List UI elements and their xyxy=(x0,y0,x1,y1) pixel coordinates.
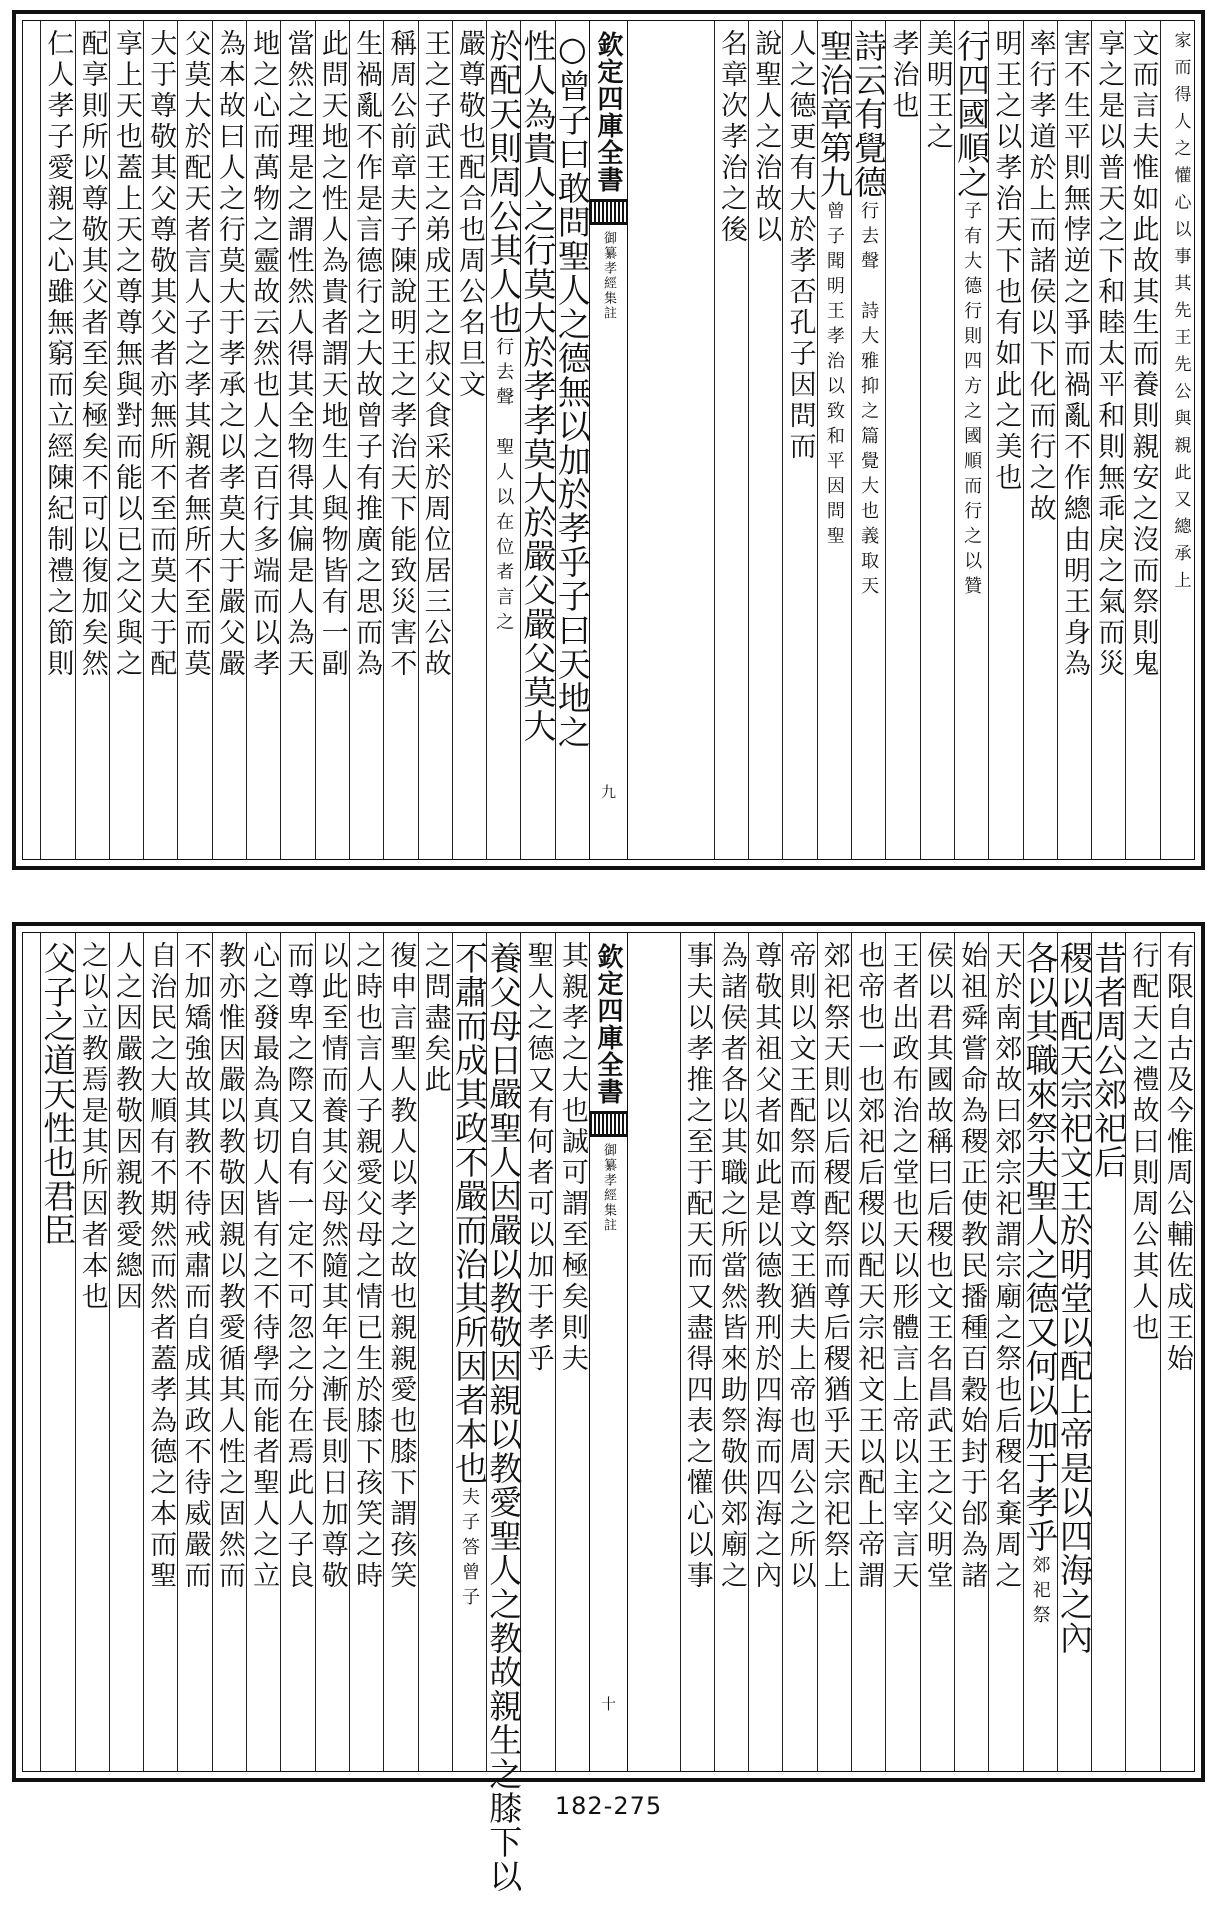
main-text: 其親孝之大也誠可謂至極矣則夫 xyxy=(556,941,588,1375)
main-text: 享上天也蓋上天之尊尊無與對而能以已之父與之 xyxy=(110,29,142,680)
column-text xyxy=(449,933,489,1771)
main-text: 享之是以普天之下和睦太平和則無乖戾之氣而災 xyxy=(1093,29,1125,680)
column-text xyxy=(419,21,451,859)
main-text: 大于尊敬其父尊敬其父者亦無所不至而莫大于配 xyxy=(145,29,177,680)
column-text xyxy=(213,933,245,1771)
column-text xyxy=(849,21,889,859)
text-column xyxy=(1020,933,1060,1771)
column-text xyxy=(715,933,747,1771)
text-column xyxy=(814,21,854,859)
main-text: 以此至情而養其父母然隨其年之漸長則日加尊敬 xyxy=(316,941,348,1592)
column-text xyxy=(1024,21,1056,859)
text-column xyxy=(518,21,558,859)
text-column xyxy=(75,933,109,1771)
main-text: 之時也言人子親愛父母之情已生於膝下孩笑之時 xyxy=(351,941,383,1592)
main-text: 性人為貴人之行莫大於孝孝莫大於嚴父嚴父莫大 xyxy=(518,29,558,743)
bottom-right-half xyxy=(628,933,1194,1771)
text-column xyxy=(954,933,988,1771)
text-column xyxy=(246,933,280,1771)
annotation-text: 郊祀祭 xyxy=(1029,1555,1051,1630)
main-text: 為諸侯者各以其職之所當然皆來助祭敬供郊廟之 xyxy=(715,941,747,1592)
text-column xyxy=(748,933,782,1771)
column-text xyxy=(814,21,854,859)
column-text xyxy=(956,933,988,1771)
main-text: 稱周公前章夫子陳說明王之孝治天下能致災害不 xyxy=(385,29,417,680)
column-text xyxy=(385,933,417,1771)
main-text: 教亦惟因嚴以教敬因親以教愛循其人性之固然而 xyxy=(213,941,245,1592)
center-page-number: 九 xyxy=(599,784,617,799)
main-text: 名章次孝治之後 xyxy=(715,29,747,246)
text-column xyxy=(452,21,486,859)
center-subtitle: 御纂孝經集註 xyxy=(601,231,616,321)
column-text xyxy=(282,21,314,859)
main-text: 有限自古及今惟周公輔佐成王始 xyxy=(1161,941,1193,1375)
column-text xyxy=(76,21,108,859)
text-column xyxy=(714,933,748,1771)
column-text xyxy=(179,21,211,859)
main-text: 稷以配天宗祀文王於明堂以配上帝是以四海之內 xyxy=(1054,941,1094,1655)
column-text xyxy=(853,933,885,1771)
text-column xyxy=(177,21,211,859)
column-text xyxy=(351,21,383,859)
main-text: 也帝也一也郊祀后稷以配天宗祀文王以配上帝謂 xyxy=(853,941,885,1592)
text-column xyxy=(1160,21,1194,859)
text-column xyxy=(817,933,851,1771)
main-text: 各以其職來祭夫聖人之德又何以加于孝乎 xyxy=(1020,941,1060,1553)
column-text xyxy=(1127,933,1159,1771)
center-title: 欽定四庫全書 xyxy=(593,943,623,1105)
text-column xyxy=(988,21,1022,859)
main-text: 事夫以孝推之至于配天而又盡得四表之懽心以事 xyxy=(681,941,713,1592)
main-text: 文而言夫惟如此故其生而養則親安之沒而祭則鬼 xyxy=(1127,29,1159,680)
top-left-half xyxy=(23,21,592,859)
column-text xyxy=(38,933,78,1771)
column-text xyxy=(248,933,280,1771)
text-column xyxy=(315,21,349,859)
text-column xyxy=(748,21,782,859)
column-text xyxy=(213,21,245,859)
text-column xyxy=(418,933,452,1771)
main-text: 率行孝道於上而諸侯以下化而行之故 xyxy=(1024,29,1056,525)
column-text xyxy=(385,21,417,859)
main-text: 地之心而萬物之靈故云然也人之百行多端而以孝 xyxy=(248,29,280,680)
column-text xyxy=(1093,21,1125,859)
main-text: 行配天之禮故曰則周公其人也 xyxy=(1127,941,1159,1344)
column-text xyxy=(556,933,588,1771)
column-text xyxy=(76,933,108,1771)
main-text: 生禍亂不作是言德行之大故曾子有推廣之思而為 xyxy=(351,29,383,680)
top-right-half xyxy=(628,21,1194,859)
text-column xyxy=(1023,21,1057,859)
column-text xyxy=(110,933,142,1771)
text-column xyxy=(40,21,74,859)
text-column xyxy=(383,21,417,859)
main-text: 父莫大於配天者言人子之孝其親者無所不至而莫 xyxy=(179,29,211,680)
text-column xyxy=(851,933,885,1771)
text-column xyxy=(849,21,889,859)
main-text: 美明王之 xyxy=(921,29,953,153)
text-column xyxy=(38,933,78,1771)
column-text xyxy=(484,21,524,859)
main-text: 當然之理是之謂性然人得其全物得其偏是人為天 xyxy=(282,29,314,680)
text-column xyxy=(484,21,524,859)
top-center-column xyxy=(589,21,628,859)
column-text xyxy=(990,21,1022,859)
column-text xyxy=(818,933,850,1771)
text-column xyxy=(212,933,246,1771)
main-text: 而尊卑之際又自有一定不可忽之分在焉此人子良 xyxy=(282,941,314,1592)
main-text: 詩云有覺德 xyxy=(849,29,889,199)
text-column xyxy=(952,21,992,859)
annotation-text: 夫子答曾子 xyxy=(458,1487,480,1612)
column-text xyxy=(282,933,314,1771)
column-text xyxy=(1127,21,1159,859)
text-column xyxy=(1091,21,1125,859)
annotation-text: 行去聲 聖人以在位者言之 xyxy=(493,337,515,637)
main-text: 帝則以文王配祭而尊文王猶夫上帝也周公之所以 xyxy=(784,941,816,1592)
text-column xyxy=(280,933,314,1771)
column-text xyxy=(484,933,524,1893)
column-text xyxy=(887,21,919,859)
column-text xyxy=(179,933,211,1771)
column-text xyxy=(715,21,747,859)
text-column xyxy=(920,21,954,859)
column-text xyxy=(1054,933,1094,1771)
main-text: 昔者周公郊祀后 xyxy=(1089,941,1129,1179)
text-column xyxy=(885,21,919,859)
main-text: 行四國順之 xyxy=(952,29,992,199)
column-text xyxy=(921,21,953,859)
column-text xyxy=(419,933,451,1771)
column-text xyxy=(145,933,177,1771)
column-text xyxy=(552,21,592,859)
annotation-text: 行去聲 詩大雅抑之篇覺大也義取天 xyxy=(858,201,880,601)
column-text xyxy=(1161,933,1193,1771)
text-column xyxy=(246,21,280,859)
main-text: 王者出政布治之堂也天以形體言上帝以主宰言天 xyxy=(887,941,919,1592)
text-column xyxy=(920,933,954,1771)
main-text: 人之德更有大於孝否孔子因問而 xyxy=(784,29,816,463)
column-text xyxy=(316,21,348,859)
text-column xyxy=(449,933,489,1771)
text-column xyxy=(1125,21,1159,859)
column-text xyxy=(42,21,74,859)
text-column xyxy=(280,21,314,859)
column-text xyxy=(750,933,782,1771)
main-text: 不肅而成其政不嚴而治其所因者本也 xyxy=(449,941,489,1485)
main-text: 復申言聖人教人以孝之故也親親愛也膝下謂孩笑 xyxy=(385,941,417,1592)
main-text: 仁人孝子愛親之心雖無窮而立經陳紀制禮之節則 xyxy=(42,29,74,680)
main-text: 侯以君其國故稱曰后稷也文王名昌武王之父明堂 xyxy=(921,941,953,1592)
main-text: 父子之道天性也君臣 xyxy=(38,941,78,1247)
text-column xyxy=(1089,933,1129,1771)
column-text xyxy=(518,21,558,859)
main-text: 之問盡矣此 xyxy=(419,941,451,1096)
main-text: 自治民之大順有不期然而然者蓋孝為德之本而聖 xyxy=(145,941,177,1592)
annotation-text: 曾子聞明王孝治以致和平因問聖 xyxy=(823,201,845,551)
column-text xyxy=(1020,933,1060,1771)
column-text xyxy=(784,21,816,859)
text-column xyxy=(1054,933,1094,1771)
text-column xyxy=(680,933,714,1771)
main-text: 人之因嚴教敬因親教愛總因 xyxy=(110,941,142,1313)
main-text: 郊祀祭天則以后稷配祭而尊后稷猶乎天宗祀祭上 xyxy=(818,941,850,1592)
annotation-text: 子有大德行則四方之國順而行之以贊 xyxy=(961,201,983,601)
main-text: 此問天地之性人為貴者謂天地生人與物皆有一副 xyxy=(316,29,348,680)
text-column xyxy=(1160,933,1194,1771)
text-column xyxy=(555,933,589,1771)
main-text: 嚴尊敬也配合也周公名旦文 xyxy=(453,29,485,401)
text-column xyxy=(782,21,816,859)
text-column xyxy=(349,933,383,1771)
split-line: 家而得人之懽心以事其先王先公與親此又總承上 xyxy=(1170,31,1191,598)
column-text xyxy=(110,21,142,859)
top-page xyxy=(12,10,1205,870)
column-text xyxy=(1058,21,1090,859)
top-page-frame xyxy=(22,20,1195,860)
text-column xyxy=(885,933,919,1771)
main-text: 明王之以孝治天下也有如此之美也 xyxy=(990,29,1022,494)
text-column xyxy=(109,21,143,859)
main-text: 聖治章第九 xyxy=(814,29,854,199)
main-text: 天於南郊故曰郊宗祀謂宗廟之祭也后稷名棄周之 xyxy=(990,941,1022,1592)
column-text xyxy=(952,21,992,859)
main-text: 害不生平則無悖逆之爭而禍亂不作總由明王身為 xyxy=(1058,29,1090,680)
column-text xyxy=(453,21,485,859)
main-text: 說聖人之治故以 xyxy=(750,29,782,246)
main-text: 不加矯強故其教不待戒肅而自成其政不待威嚴而 xyxy=(179,941,211,1592)
text-column xyxy=(143,933,177,1771)
fishtail-ornament xyxy=(590,1111,627,1137)
main-text: 於配天則周公其人也 xyxy=(484,29,524,335)
center-subtitle: 御纂孝經集註 xyxy=(601,1143,616,1233)
column-text xyxy=(750,21,782,859)
main-text: 配享則所以尊敬其父者至矣極矣不可以復加矣然 xyxy=(76,29,108,680)
column-text xyxy=(351,933,383,1771)
page-footer-number: 182-275 xyxy=(554,1792,663,1820)
text-column xyxy=(484,933,524,1893)
main-text: 王之子武王之弟成王之叔父食采於周位居三公故 xyxy=(419,29,451,680)
main-text: 孝治也 xyxy=(887,29,919,122)
column-text xyxy=(145,21,177,859)
text-column xyxy=(714,21,748,859)
main-text: 之以立教焉是其所因者本也 xyxy=(76,941,108,1313)
main-text: 心之發最為真切人皆有之不待學而能者聖人之立 xyxy=(248,941,280,1592)
bottom-center-column xyxy=(589,933,628,1771)
column-text xyxy=(316,933,348,1771)
center-title: 欽定四庫全書 xyxy=(593,31,623,193)
text-column xyxy=(349,21,383,859)
text-column xyxy=(212,21,246,859)
main-text: 聖人之德又有何者可以加于孝乎 xyxy=(522,941,554,1375)
text-column xyxy=(315,933,349,1771)
text-column xyxy=(988,933,1022,1771)
text-column xyxy=(520,933,554,1771)
center-page-number: 十 xyxy=(599,1696,617,1711)
column-text xyxy=(921,933,953,1771)
text-column xyxy=(75,21,109,859)
text-column xyxy=(383,933,417,1771)
text-column xyxy=(143,21,177,859)
main-text: 尊敬其祖父者如此是以德教刑於四海而四海之內 xyxy=(750,941,782,1592)
main-text: 養父母日嚴聖人因嚴以教敬因親以教愛聖人之教 xyxy=(484,941,524,1655)
text-column xyxy=(418,21,452,859)
column-text xyxy=(248,21,280,859)
fishtail-ornament xyxy=(590,199,627,225)
bottom-left-half xyxy=(23,933,589,1893)
column-text xyxy=(784,933,816,1771)
column-text xyxy=(990,933,1022,1771)
text-column xyxy=(1125,933,1159,1771)
text-column xyxy=(552,21,592,859)
main-text: 為本故曰人之行莫大于孝承之以孝莫大于嚴父嚴 xyxy=(213,29,245,680)
main-text: ○曾子曰敢問聖人之德無以加於孝乎子曰天地之 xyxy=(552,29,592,749)
text-column xyxy=(1057,21,1091,859)
column-text xyxy=(522,933,554,1771)
text-column xyxy=(782,933,816,1771)
main-text: 始祖舜嘗命為稷正使教民播種百穀始封于邰為諸 xyxy=(956,941,988,1592)
column-text xyxy=(1089,933,1129,1771)
column-text xyxy=(681,933,713,1771)
text-column xyxy=(177,933,211,1771)
column-text xyxy=(887,933,919,1771)
text-column xyxy=(109,933,143,1771)
mid-text: 故親生之膝下以 xyxy=(484,1655,524,1893)
